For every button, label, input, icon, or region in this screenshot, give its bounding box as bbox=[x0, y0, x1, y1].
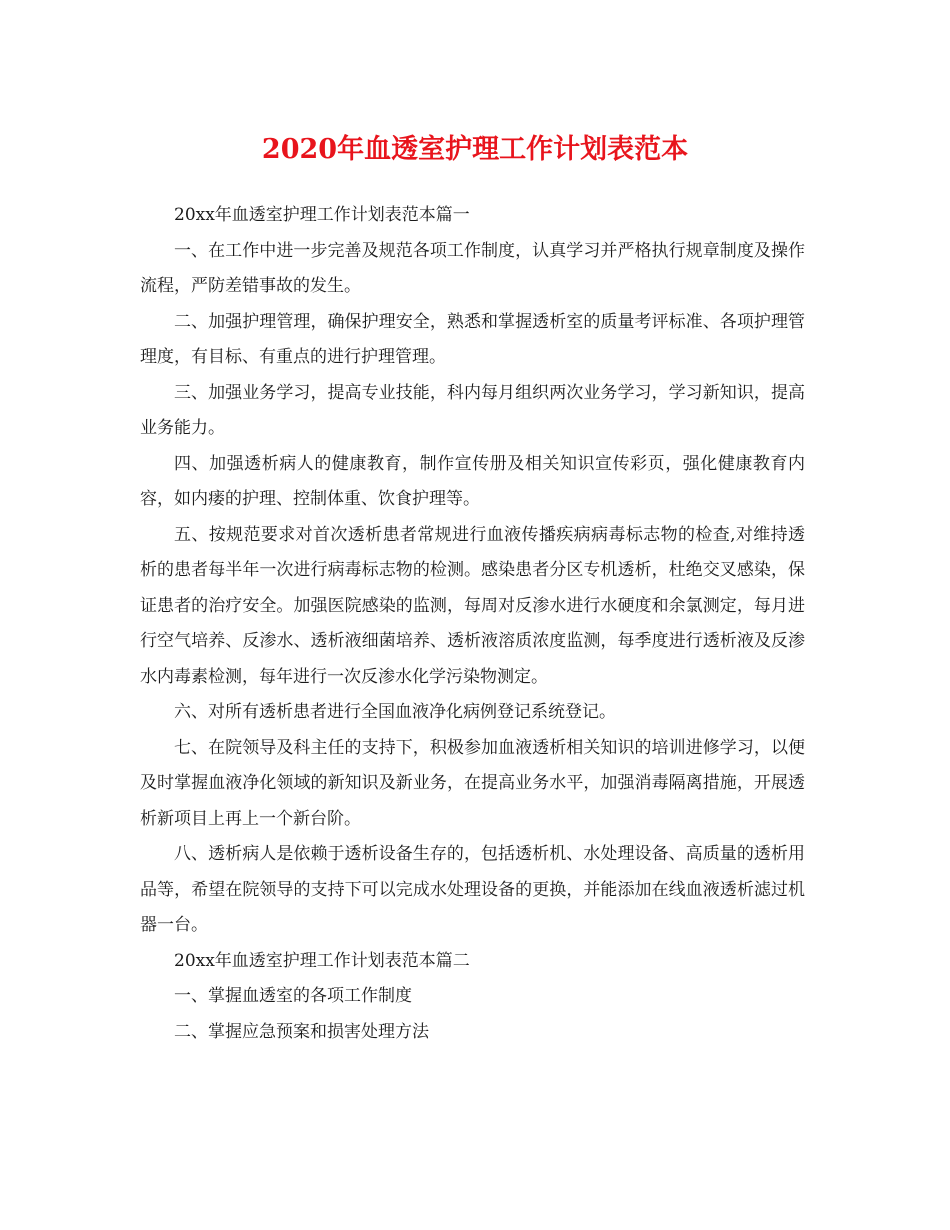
paragraph-item-6: 六、对所有透析患者进行全国血液净化病例登记系统登记。 bbox=[174, 702, 616, 722]
paragraph-item-3: 三、加强业务学习，提高专业技能，科内每月组织两次业务学习，学习新知识，提高业务能力。 bbox=[140, 382, 805, 438]
paragraph-item-5: 五、按规范要求对首次透析患者常规进行血液传播疾病病毒标志物的检查,对维持透析的患者每半年一次进行病毒标志物的检测。感染患者分区专机透析，杜绝交叉感染，保证患者的治疗安全。加强医院感染的监测，每周对反渗水进行水硬度和余氯测定，每月进行空气培养、反渗水、透析液细菌培养、透析液溶质浓度监测，每季度进行透析液及反渗水内毒素检测，每年进行一次反渗水化学污染物测定。 bbox=[140, 524, 805, 687]
paragraph-item-2: 二、加强护理管理，确保护理安全，熟悉和掌握透析室的质量考评标准、各项护理管理度，有目标、有重点的进行护理管理。 bbox=[140, 311, 805, 367]
paragraph-item-4: 四、加强透析病人的健康教育，制作宣传册及相关知识宣传彩页，强化健康教育内容，如内瘘的护理、控制体重、饮食护理等。 bbox=[140, 453, 805, 509]
paragraph-item-part-two-2: 二、掌握应急预案和损害处理方法 bbox=[174, 1021, 429, 1042]
paragraph-item-part-two-1: 一、掌握血透室的各项工作制度 bbox=[174, 986, 412, 1006]
section-heading-part-two: 20xx年血透室护理工作计划表范本篇二 bbox=[174, 950, 470, 971]
paragraph-item-8: 八、透析病人是依赖于透析设备生存的，包括透析机、水处理设备、高质量的透析用品等，希望在院领导的支持下可以完成水处理设备的更换，并能添加在线血液透析滤过机器一台。 bbox=[140, 844, 805, 935]
section-heading-part-one: 20xx年血透室护理工作计划表范本篇一 bbox=[174, 205, 470, 225]
paragraph-item-1: 一、在工作中进一步完善及规范各项工作制度，认真学习并严格执行规章制度及操作流程，严防差错事故的发生。 bbox=[140, 240, 805, 296]
document-title: 2020年血透室护理工作计划表范本 bbox=[261, 134, 689, 165]
paragraph-item-7: 七、在院领导及科主任的支持下，积极参加血液透析相关知识的培训进修学习，以便及时掌握血液净化领域的新知识及新业务，在提高业务水平，加强消毒隔离措施，开展透析新项目上再上一个新台阶。 bbox=[140, 737, 805, 829]
document-body bbox=[140, 198, 805, 1050]
